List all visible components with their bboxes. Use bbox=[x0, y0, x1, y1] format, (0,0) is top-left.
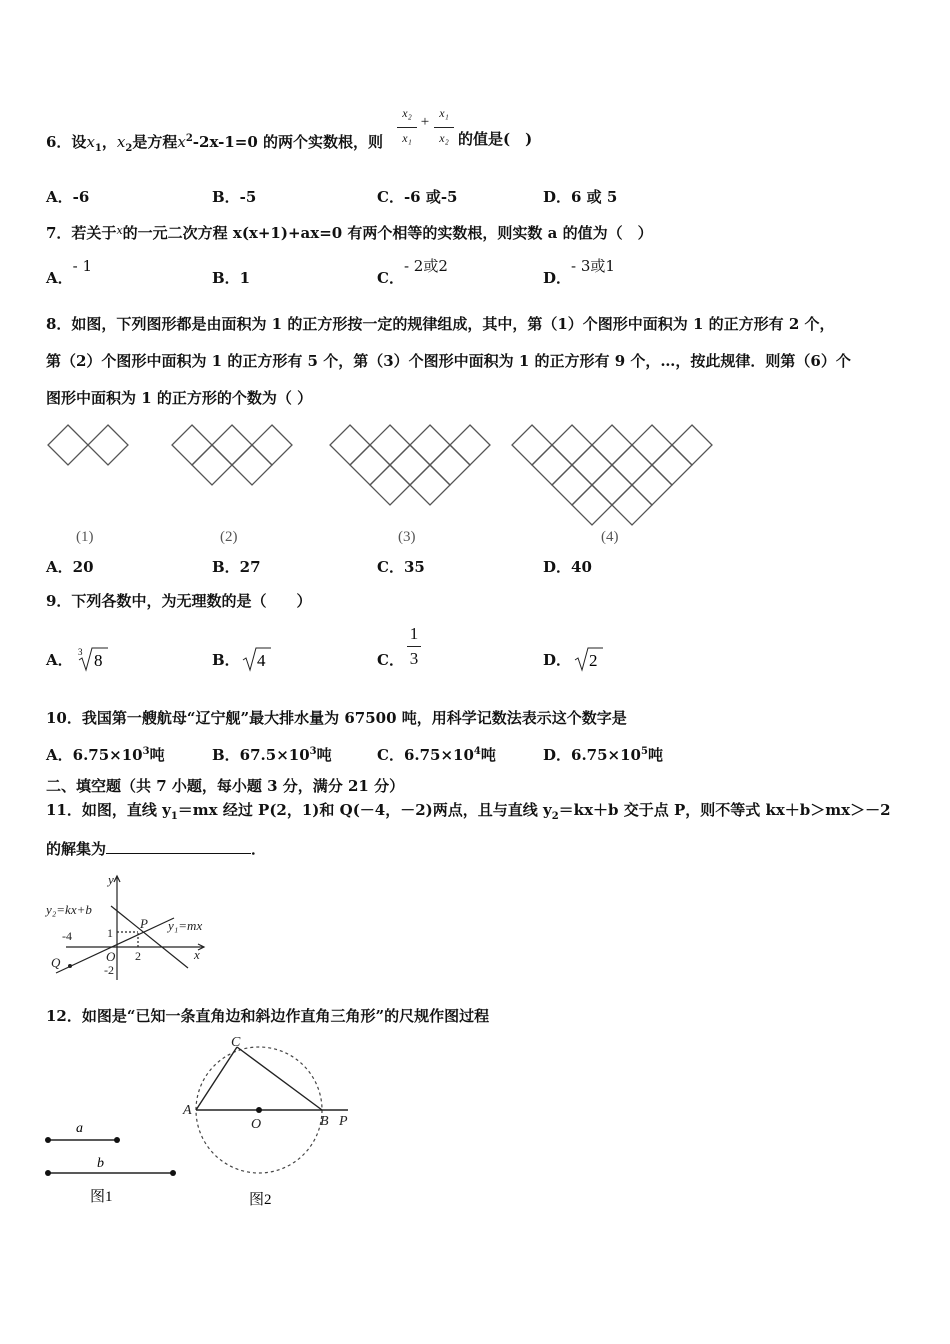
unit-square bbox=[232, 445, 272, 485]
unit-square bbox=[572, 445, 612, 485]
line-y1-mx bbox=[56, 918, 174, 973]
q6-option-a: A．-6 bbox=[46, 188, 90, 206]
svg-text:a: a bbox=[76, 1121, 83, 1136]
q6-option-c: C．-6 或-5 bbox=[377, 188, 458, 206]
q6-option-b: B．-5 bbox=[212, 188, 257, 206]
svg-text:-2: -2 bbox=[104, 963, 114, 977]
q7-option-d: D．- 3或1 bbox=[543, 257, 615, 287]
q9-frac-num: 1 bbox=[409, 624, 419, 643]
unit-square bbox=[512, 425, 552, 465]
segment-cb bbox=[237, 1047, 322, 1110]
q6-stem-end: 的值是( ) bbox=[458, 130, 533, 148]
q10-option-a: A．$6.75\times 10^3$吨 bbox=[46, 746, 165, 764]
q10-option-b: B．$67.5\times 10^3$吨 bbox=[212, 746, 332, 764]
unit-square bbox=[410, 425, 450, 465]
svg-text:x: x bbox=[194, 947, 200, 962]
unit-square bbox=[390, 445, 430, 485]
svg-text:Q: Q bbox=[51, 955, 61, 970]
unit-square bbox=[48, 425, 88, 465]
q8-fig-label-1: (1) bbox=[76, 529, 94, 545]
unit-square bbox=[652, 445, 692, 485]
segment-ac bbox=[196, 1047, 237, 1110]
fig2-caption: 图2 bbox=[249, 1192, 272, 1208]
svg-text:b: b bbox=[97, 1156, 104, 1171]
unit-square bbox=[212, 425, 252, 465]
q9-frac-den: 3 bbox=[409, 649, 419, 668]
line-y2-kxb bbox=[111, 906, 188, 968]
unit-square bbox=[350, 445, 390, 485]
unit-square bbox=[552, 465, 592, 505]
q8-option-b: B．27 bbox=[212, 558, 261, 576]
unit-square bbox=[612, 445, 652, 485]
svg-text:8: 8 bbox=[94, 651, 103, 670]
svg-text:C: C bbox=[231, 1035, 241, 1050]
unit-square bbox=[592, 425, 632, 465]
q9-option-c: C． bbox=[377, 651, 404, 669]
svg-text:1: 1 bbox=[107, 926, 113, 940]
unit-square bbox=[572, 485, 612, 525]
q9-stem: 9．下列各数中，为无理数的是（ ） bbox=[46, 592, 312, 610]
svg-text:3: 3 bbox=[78, 647, 83, 657]
q9-frac-bar bbox=[407, 646, 421, 647]
q6-stem: 6．设$x_1$，$x_2$是方程$x^2-2x-1=0$ 的两个实数根，则 bbox=[46, 133, 384, 154]
unit-square bbox=[88, 425, 128, 465]
unit-square bbox=[612, 485, 652, 525]
q7-stem: 7．若关于$^x$的一元二次方程 x(x+1)+ax=0 有两个相等的实数根，则实数 a 的值为（ ） bbox=[46, 224, 653, 242]
svg-text:P: P bbox=[339, 1114, 348, 1129]
q9-sqrt-2 bbox=[573, 644, 613, 674]
q8-stem-line3: 图形中面积为 1 的正方形的个数为（ ） bbox=[46, 389, 313, 407]
q6-frac-b-num: x₁ bbox=[439, 106, 449, 120]
q8-option-d: D．40 bbox=[543, 558, 592, 576]
unit-square bbox=[632, 425, 672, 465]
svg-text:y₁=mx: y₁=mx bbox=[168, 918, 203, 933]
q6-frac-a-num: x₂ bbox=[402, 106, 412, 120]
q7-option-c: C．- 2或2 bbox=[377, 257, 448, 287]
svg-text:P: P bbox=[140, 916, 148, 931]
svg-text:2: 2 bbox=[135, 949, 141, 963]
unit-square bbox=[172, 425, 212, 465]
q6-frac-a-bar bbox=[397, 127, 417, 128]
q11-graph bbox=[46, 870, 236, 990]
point-q bbox=[68, 964, 72, 968]
q10-option-c: C．$6.75\times 10^4$吨 bbox=[377, 746, 496, 764]
q8-fig-label-2: (2) bbox=[220, 529, 238, 545]
svg-text:y: y bbox=[108, 872, 114, 887]
q12-figure-2 bbox=[175, 1030, 365, 1210]
q11-stem-line1: 11．如图，直线 $y_1=mx$ 经过 P(2，1)和 Q(－4，－2)两点，且与直线 $y_2=kx+b$ 交于点 P，则不等式 kx＋b＞mx＞－2 bbox=[46, 801, 891, 822]
center-o bbox=[256, 1107, 262, 1113]
unit-square bbox=[192, 445, 232, 485]
q6-frac-b-bar bbox=[434, 127, 454, 128]
unit-square bbox=[370, 465, 410, 505]
svg-text:-4: -4 bbox=[62, 929, 72, 943]
unit-square bbox=[410, 465, 450, 505]
q12-stem: 12．如图是“已知一条直角边和斜边作直角三角形”的尺规作图过程 bbox=[46, 1007, 490, 1025]
q12-figure-1 bbox=[40, 1115, 190, 1205]
unit-square bbox=[632, 465, 672, 505]
q9-sqrt-4 bbox=[241, 644, 281, 674]
q8-fig-label-4: (4) bbox=[601, 529, 619, 545]
q6-option-d: D．6 或 5 bbox=[543, 188, 618, 206]
unit-square bbox=[252, 425, 292, 465]
unit-square bbox=[532, 445, 572, 485]
unit-square bbox=[370, 425, 410, 465]
q8-fig-label-3: (3) bbox=[398, 529, 416, 545]
q7-option-b: B．1 bbox=[212, 269, 251, 287]
section2-title: 二、填空题（共 7 小题，每小题 3 分，满分 21 分） bbox=[46, 777, 405, 795]
q6-plus: + bbox=[420, 114, 430, 130]
unit-square bbox=[592, 465, 632, 505]
q11-stem-line2: 的解集为 ． bbox=[46, 840, 267, 858]
q6-frac-b-den: x₂ bbox=[439, 131, 449, 145]
q8-option-c: C．35 bbox=[377, 558, 425, 576]
svg-text:O: O bbox=[251, 1117, 262, 1132]
unit-square bbox=[430, 445, 470, 485]
unit-square bbox=[552, 425, 592, 465]
unit-square bbox=[330, 425, 370, 465]
svg-text:4: 4 bbox=[257, 651, 266, 670]
q9-option-d: D． bbox=[543, 651, 572, 669]
svg-text:B: B bbox=[320, 1114, 329, 1129]
q10-stem: 10．我国第一艘航母“辽宁舰”最大排水量为 67500 吨，用科学记数法表示这个数字是 bbox=[46, 709, 627, 727]
q8-stem-line2: 第（2）个图形中面积为 1 的正方形有 5 个，第（3）个图形中面积为 1 的正方形有 9 个，…，按此规律．则第（6）个 bbox=[46, 352, 851, 370]
q8-option-a: A．20 bbox=[46, 558, 94, 576]
q8-stem-line1: 8．如图，下列图形都是由面积为 1 的正方形按一定的规律组成，其中，第（1）个图形中面积为 1 的正方形有 2 个， bbox=[46, 315, 835, 333]
svg-text:2: 2 bbox=[589, 651, 598, 670]
q9-cube-root-8 bbox=[76, 644, 116, 674]
q11-answer-blank[interactable] bbox=[106, 839, 251, 854]
svg-text:y₂=kx+b: y₂=kx+b bbox=[46, 902, 92, 917]
q9-option-b: B． bbox=[212, 651, 240, 669]
q6-frac-a-den: x₁ bbox=[402, 131, 412, 145]
unit-square bbox=[672, 425, 712, 465]
fig1-caption: 图1 bbox=[90, 1189, 113, 1205]
q9-option-a: A． bbox=[46, 651, 73, 669]
svg-text:O: O bbox=[106, 949, 116, 964]
svg-text:A: A bbox=[183, 1103, 192, 1118]
q7-option-a: A．- 1 bbox=[46, 257, 93, 287]
q8-square-patterns bbox=[0, 410, 950, 550]
q10-option-d: D．$6.75\times 10^5$吨 bbox=[543, 746, 663, 764]
unit-square bbox=[450, 425, 490, 465]
